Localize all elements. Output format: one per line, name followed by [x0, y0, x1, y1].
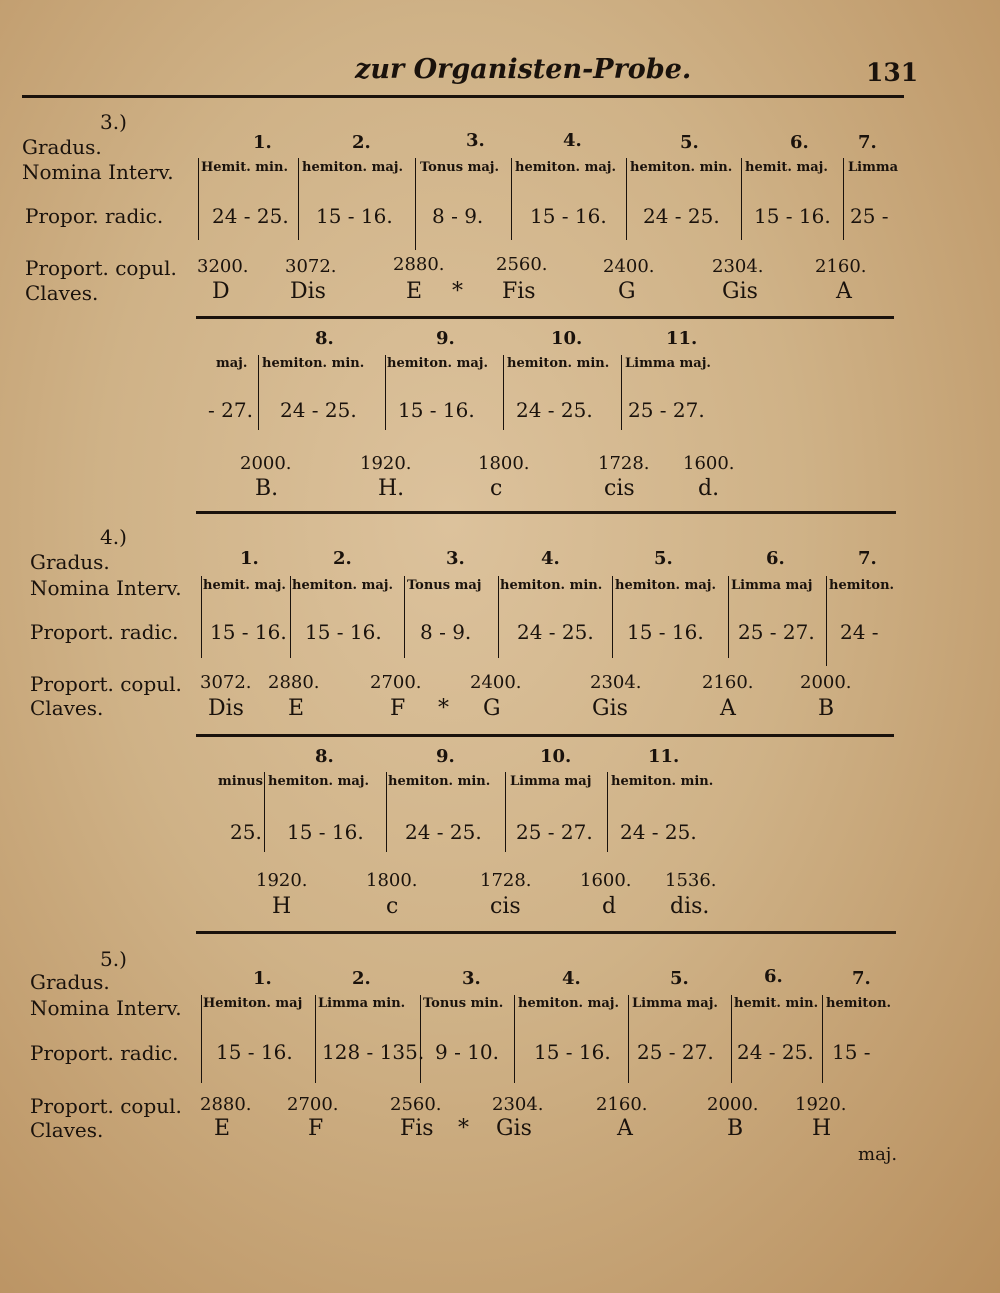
grade: 3.: [466, 130, 485, 151]
grade: 3.: [462, 968, 481, 989]
column-divider: [514, 995, 515, 1083]
copulated-ratio: 2160.: [596, 1094, 648, 1115]
copulated-ratio: 2560.: [496, 254, 548, 275]
proport-copul-label: Proport. copul.: [25, 256, 177, 280]
gradus-label: Gradus.: [30, 970, 110, 994]
interval-name: hemiton. maj.: [615, 578, 717, 593]
proport-copul-label: Proport. copul.: [30, 672, 182, 696]
grade: 7.: [858, 132, 877, 153]
copulated-ratio: 1920.: [795, 1094, 847, 1115]
column-divider: [826, 576, 827, 666]
interval-name: hemiton. min.: [262, 356, 365, 371]
grade: 5.: [654, 548, 673, 569]
interval-name: Limma maj: [731, 578, 813, 593]
interval-name: hemiton. min.: [507, 356, 610, 371]
copulated-ratio: 1800.: [366, 870, 418, 891]
interval-name: Limma maj.: [632, 996, 718, 1011]
copulated-ratio: 2880.: [200, 1094, 252, 1115]
grade: 9.: [436, 746, 455, 767]
interval-name: Tonus maj.: [420, 160, 500, 175]
grade: 2.: [352, 968, 371, 989]
interval-name: hemit. min.: [734, 996, 819, 1011]
claves-label: Claves.: [30, 1118, 104, 1142]
nomina-label: Nomina Interv.: [30, 576, 182, 600]
key-name: G: [618, 279, 636, 304]
column-divider: [415, 158, 416, 250]
grade: 5.: [680, 132, 699, 153]
interval-name: hemiton. maj.: [518, 996, 620, 1011]
copulated-ratio: 1800.: [478, 453, 530, 474]
key-name: Dis: [208, 696, 244, 721]
radical-ratio: 25.: [230, 820, 262, 844]
section-rule: [196, 511, 896, 514]
radical-ratio: 24 - 25.: [643, 204, 720, 228]
nomina-label: Nomina Interv.: [22, 160, 174, 184]
radical-ratio: 24 - 25.: [212, 204, 289, 228]
nomina-label: Nomina Interv.: [30, 996, 182, 1020]
radical-ratio: 25 - 27.: [738, 620, 815, 644]
copulated-ratio: 1920.: [256, 870, 308, 891]
radical-ratio: 15 - 16.: [530, 204, 607, 228]
copulated-ratio: 2560.: [390, 1094, 442, 1115]
interval-name: Limma maj.: [625, 356, 711, 371]
copulated-ratio: 2400.: [470, 672, 522, 693]
key-name: H: [812, 1116, 832, 1141]
grade: 2.: [333, 548, 352, 569]
copulated-ratio: 1600.: [580, 870, 632, 891]
column-divider: [386, 772, 387, 852]
copulated-ratio: 2000.: [707, 1094, 759, 1115]
copulated-ratio: 2000.: [240, 453, 292, 474]
radical-ratio: 15 - 16.: [398, 398, 475, 422]
column-divider: [621, 355, 622, 430]
interval-name: Tonus maj: [407, 578, 482, 593]
copulated-ratio: 2400.: [603, 256, 655, 277]
column-divider: [385, 355, 386, 430]
interval-name: hemiton. min.: [611, 774, 714, 789]
copulated-ratio: 3072.: [200, 672, 252, 693]
column-divider: [201, 995, 202, 1083]
section-rule: [196, 734, 894, 737]
propor-radic-label: Propor. radic.: [25, 204, 164, 228]
column-divider: [298, 158, 299, 240]
column-divider: [290, 576, 291, 658]
header-rule: [22, 95, 904, 98]
key-name: Fis: [400, 1116, 434, 1141]
key-name: c: [490, 476, 503, 501]
interval-name: hemiton. maj.: [268, 774, 370, 789]
interval-name: hemiton. min.: [500, 578, 603, 593]
column-divider: [505, 772, 506, 852]
key-name: A: [836, 279, 852, 304]
key-name: F: [390, 696, 406, 721]
key-name: Gis: [496, 1116, 532, 1141]
radical-ratio: 24 - 25.: [620, 820, 697, 844]
key-name: E: [214, 1116, 231, 1141]
radical-ratio: 15 - 16.: [216, 1040, 293, 1064]
radical-ratio: 25 -: [850, 204, 889, 228]
copulated-ratio: 3200.: [197, 256, 249, 277]
radical-ratio: 15 -: [832, 1040, 871, 1064]
grade: 11.: [666, 328, 698, 349]
radical-ratio: 25 - 27.: [637, 1040, 714, 1064]
key-name: H: [272, 894, 292, 919]
grade: 10.: [551, 328, 583, 349]
key-name: d.: [698, 476, 720, 501]
interval-name: maj.: [216, 356, 248, 371]
section-5-number: 5.): [100, 947, 127, 971]
copulated-ratio: 2160.: [702, 672, 754, 693]
column-divider: [741, 158, 742, 240]
column-divider: [315, 995, 316, 1083]
column-divider: [264, 772, 265, 852]
interval-name: hemiton.: [826, 996, 892, 1011]
interval-name: Tonus min.: [423, 996, 504, 1011]
gradus-label: Gradus.: [30, 550, 110, 574]
key-name: G: [483, 696, 501, 721]
radical-ratio: 24 - 25.: [405, 820, 482, 844]
radical-ratio: 15 - 16.: [316, 204, 393, 228]
key-name: H.: [378, 476, 405, 501]
interval-name: Limma min.: [318, 996, 406, 1011]
key-name: D: [212, 279, 230, 304]
key-name: cis: [604, 476, 635, 501]
radical-ratio: 25 - 27.: [516, 820, 593, 844]
radical-ratio: 15 - 16.: [754, 204, 831, 228]
interval-name: Hemit. min.: [201, 160, 288, 175]
column-divider: [731, 995, 732, 1083]
grade: 11.: [648, 746, 680, 767]
interval-name: hemiton.: [829, 578, 895, 593]
grade: 3.: [446, 548, 465, 569]
grade: 8.: [315, 328, 334, 349]
copulated-ratio: 1728.: [480, 870, 532, 891]
trailing-word: maj.: [858, 1144, 898, 1165]
radical-ratio: - 27.: [208, 398, 253, 422]
grade: 9.: [436, 328, 455, 349]
interval-name: hemiton. min.: [630, 160, 733, 175]
radical-ratio: 15 - 16.: [287, 820, 364, 844]
key-name: dis.: [670, 894, 710, 919]
interval-name: hemiton. min.: [388, 774, 491, 789]
grade: 7.: [852, 968, 871, 989]
grade: 4.: [541, 548, 560, 569]
grade: 1.: [253, 968, 272, 989]
key-name: F: [308, 1116, 324, 1141]
copulated-ratio: 2880.: [393, 254, 445, 275]
copulated-ratio: 2880.: [268, 672, 320, 693]
column-divider: [498, 576, 499, 658]
copulated-ratio: 1920.: [360, 453, 412, 474]
radical-ratio: 15 - 16.: [534, 1040, 611, 1064]
radical-ratio: 9 - 10.: [435, 1040, 500, 1064]
key-name: A: [720, 696, 736, 721]
radical-ratio: 15 - 16.: [627, 620, 704, 644]
column-divider: [198, 158, 199, 240]
grade: 6.: [790, 132, 809, 153]
copulated-ratio: 2304.: [590, 672, 642, 693]
key-name: E: [288, 696, 305, 721]
radical-ratio: 8 - 9.: [420, 620, 472, 644]
grade: 6.: [766, 548, 785, 569]
running-header-title: zur Organisten-Probe.: [355, 54, 692, 85]
radical-ratio: 25 - 27.: [628, 398, 705, 422]
copulated-ratio: 1728.: [598, 453, 650, 474]
radical-ratio: 24 - 25.: [280, 398, 357, 422]
key-name: Dis: [290, 279, 326, 304]
radical-ratio: 15 - 16.: [210, 620, 287, 644]
copulated-ratio: 2700.: [287, 1094, 339, 1115]
grade: 1.: [253, 132, 272, 153]
column-divider: [201, 576, 202, 658]
interval-name: minus: [218, 774, 263, 789]
interval-name: Limma maj: [510, 774, 592, 789]
proport-radic-label: Proport. radic.: [30, 1041, 179, 1065]
proport-radic-label: Proport. radic.: [30, 620, 179, 644]
key-name: A: [617, 1116, 633, 1141]
column-divider: [612, 576, 613, 658]
section-4-number: 4.): [100, 525, 127, 549]
grade: 7.: [858, 548, 877, 569]
interval-name: hemiton. maj.: [387, 356, 489, 371]
section-3-number: 3.): [100, 110, 127, 134]
column-divider: [258, 355, 259, 430]
radical-ratio: 24 - 25.: [737, 1040, 814, 1064]
key-name: Gis: [592, 696, 628, 721]
column-divider: [628, 995, 629, 1083]
claves-label: Claves.: [25, 281, 99, 305]
copulated-ratio: 1600.: [683, 453, 735, 474]
grade: 4.: [562, 968, 581, 989]
interval-name: hemit. maj.: [203, 578, 286, 593]
radical-ratio: 24 -: [840, 620, 879, 644]
interval-name: hemit. maj.: [745, 160, 828, 175]
column-divider: [822, 995, 823, 1083]
grade: 2.: [352, 132, 371, 153]
key-name: *: [458, 1116, 469, 1141]
column-divider: [843, 158, 844, 240]
grade: 10.: [540, 746, 572, 767]
proport-copul-label: Proport. copul.: [30, 1094, 182, 1118]
copulated-ratio: 2160.: [815, 256, 867, 277]
column-divider: [728, 576, 729, 658]
radical-ratio: 24 - 25.: [516, 398, 593, 422]
interval-name: Hemiton. maj: [203, 996, 303, 1011]
column-divider: [420, 995, 421, 1083]
radical-ratio: 24 - 25.: [517, 620, 594, 644]
grade: 6.: [764, 966, 783, 987]
key-name: c: [386, 894, 399, 919]
interval-name: hemiton. maj.: [302, 160, 404, 175]
interval-name: Limma: [848, 160, 899, 175]
key-name: cis: [490, 894, 521, 919]
interval-name: hemiton. maj.: [292, 578, 394, 593]
key-name: E: [406, 279, 423, 304]
key-name: d: [602, 894, 617, 919]
section-rule: [196, 316, 894, 319]
copulated-ratio: 2000.: [800, 672, 852, 693]
key-name: B: [818, 696, 835, 721]
key-name: Fis: [502, 279, 536, 304]
copulated-ratio: 2304.: [712, 256, 764, 277]
copulated-ratio: 2700.: [370, 672, 422, 693]
column-divider: [404, 576, 405, 658]
key-name: Gis: [722, 279, 758, 304]
section-rule: [196, 931, 896, 934]
radical-ratio: 128 - 135.: [322, 1040, 425, 1064]
gradus-label: Gradus.: [22, 135, 102, 159]
key-name: *: [452, 279, 463, 304]
column-divider: [626, 158, 627, 240]
page-number: 131: [866, 58, 919, 87]
grade: 4.: [563, 130, 582, 151]
key-name: *: [438, 696, 449, 721]
copulated-ratio: 3072.: [285, 256, 337, 277]
copulated-ratio: 1536.: [665, 870, 717, 891]
interval-name: hemiton. maj.: [515, 160, 617, 175]
column-divider: [503, 355, 504, 430]
grade: 1.: [240, 548, 259, 569]
column-divider: [511, 158, 512, 240]
radical-ratio: 8 - 9.: [432, 204, 484, 228]
radical-ratio: 15 - 16.: [305, 620, 382, 644]
claves-label: Claves.: [30, 696, 104, 720]
grade: 8.: [315, 746, 334, 767]
grade: 5.: [670, 968, 689, 989]
copulated-ratio: 2304.: [492, 1094, 544, 1115]
column-divider: [607, 772, 608, 852]
key-name: B.: [255, 476, 279, 501]
key-name: B: [727, 1116, 744, 1141]
